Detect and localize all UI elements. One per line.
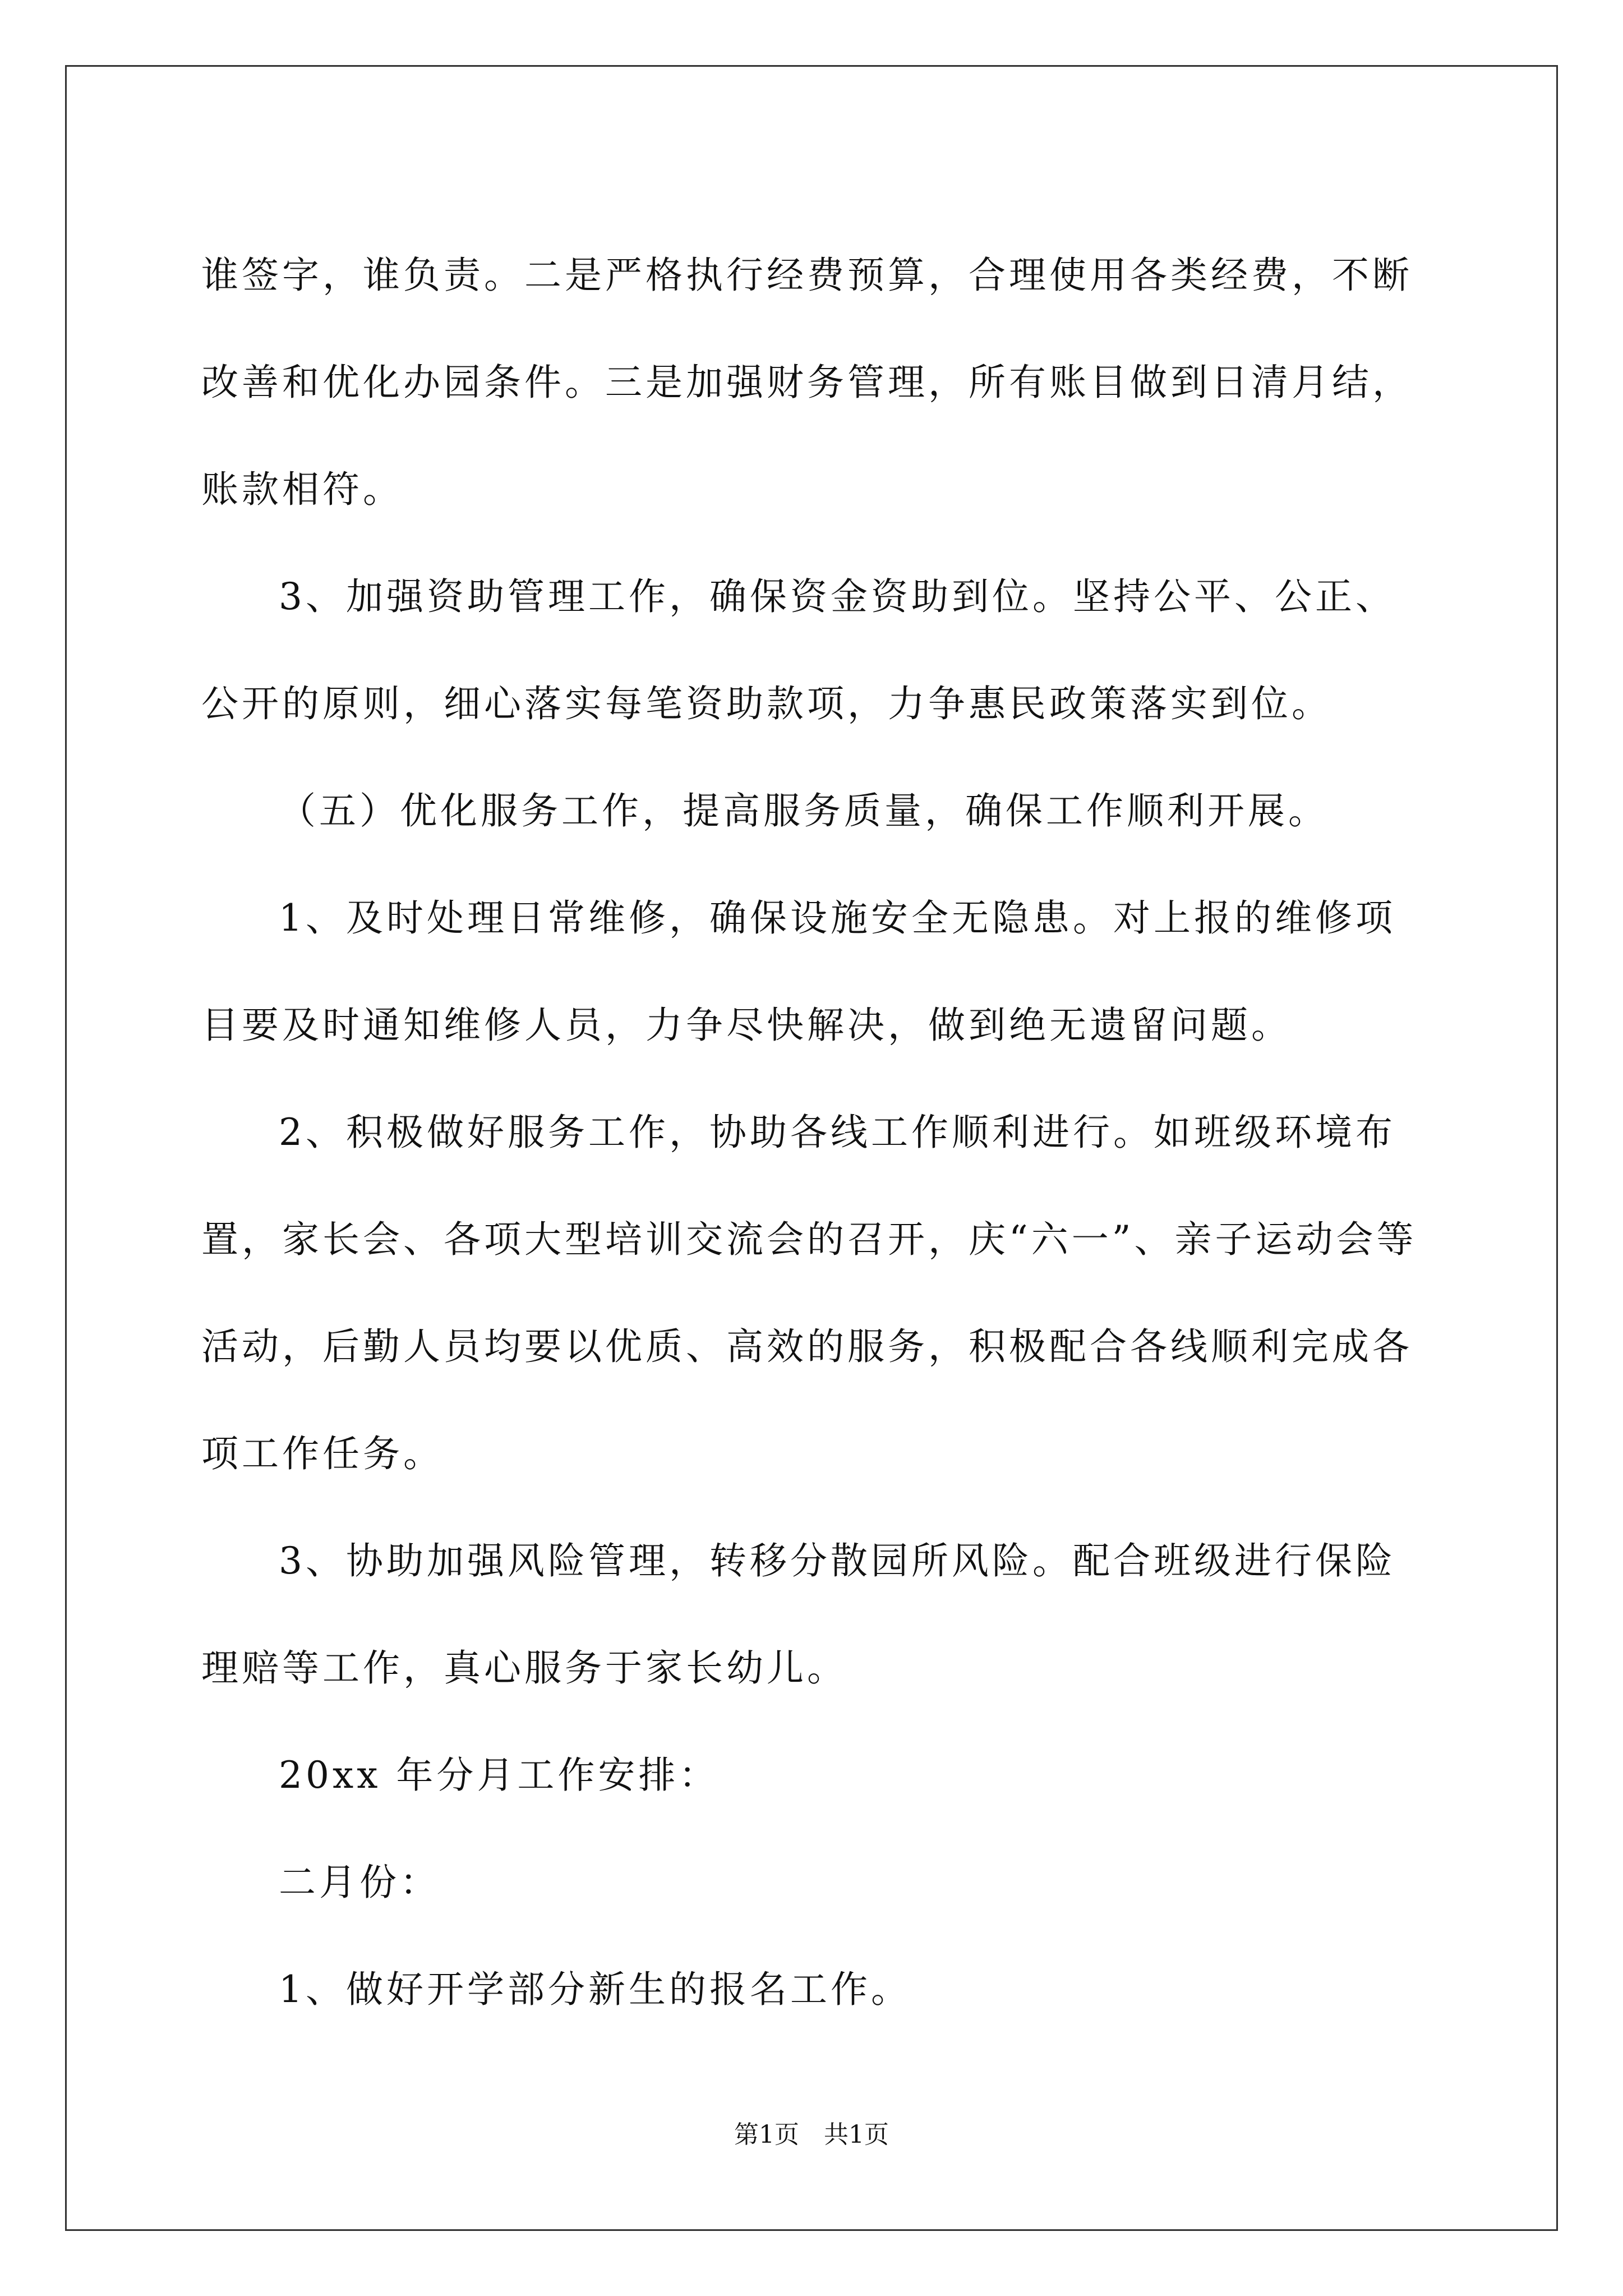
paragraph-5: 2、积极做好服务工作，协助各线工作顺利进行。如班级环境布置，家长会、各项大型培训交流会的召开，庆“六一”、亲子运动会等活动，后勤人员均要以优质、高效的服务，积极配合各线顺利完成各项工作任务。 <box>201 1111 1417 1475</box>
paragraph-2: 3、加强资助管理工作，确保资金资助到位。坚持公平、公正、公开的原则，细心落实每笔资助款项，力争惠民政策落实到位。 <box>201 575 1396 725</box>
paragraph-4: 1、及时处理日常维修，确保设施安全无隐患。对上报的维修项目要及时通知维修人员，力争尽快解决，做到绝无遗留问题。 <box>201 896 1396 1047</box>
paragraph-1: 谁签字，谁负责。二是严格执行经费预算，合理使用各类经费，不断改善和优化办园条件。三是加强财务管理，所有账目做到日清月结，账款相符。 <box>201 254 1413 511</box>
paragraph-6: 3、协助加强风险管理，转移分散园所风险。配合班级进行保险理赔等工作，真心服务于家长幼儿。 <box>201 1539 1396 1690</box>
document-body <box>201 222 1430 2043</box>
paragraph-8: 二月份： <box>279 1861 440 1904</box>
paragraph-7: 20xx 年分月工作安排： <box>279 1754 720 1797</box>
paragraph-3: （五）优化服务工作，提高服务质量，确保工作顺利开展。 <box>279 789 1329 832</box>
page-footer: 第1页 共1页 <box>734 2120 889 2149</box>
paragraph-9: 1、做好开学部分新生的报名工作。 <box>279 1968 911 2011</box>
